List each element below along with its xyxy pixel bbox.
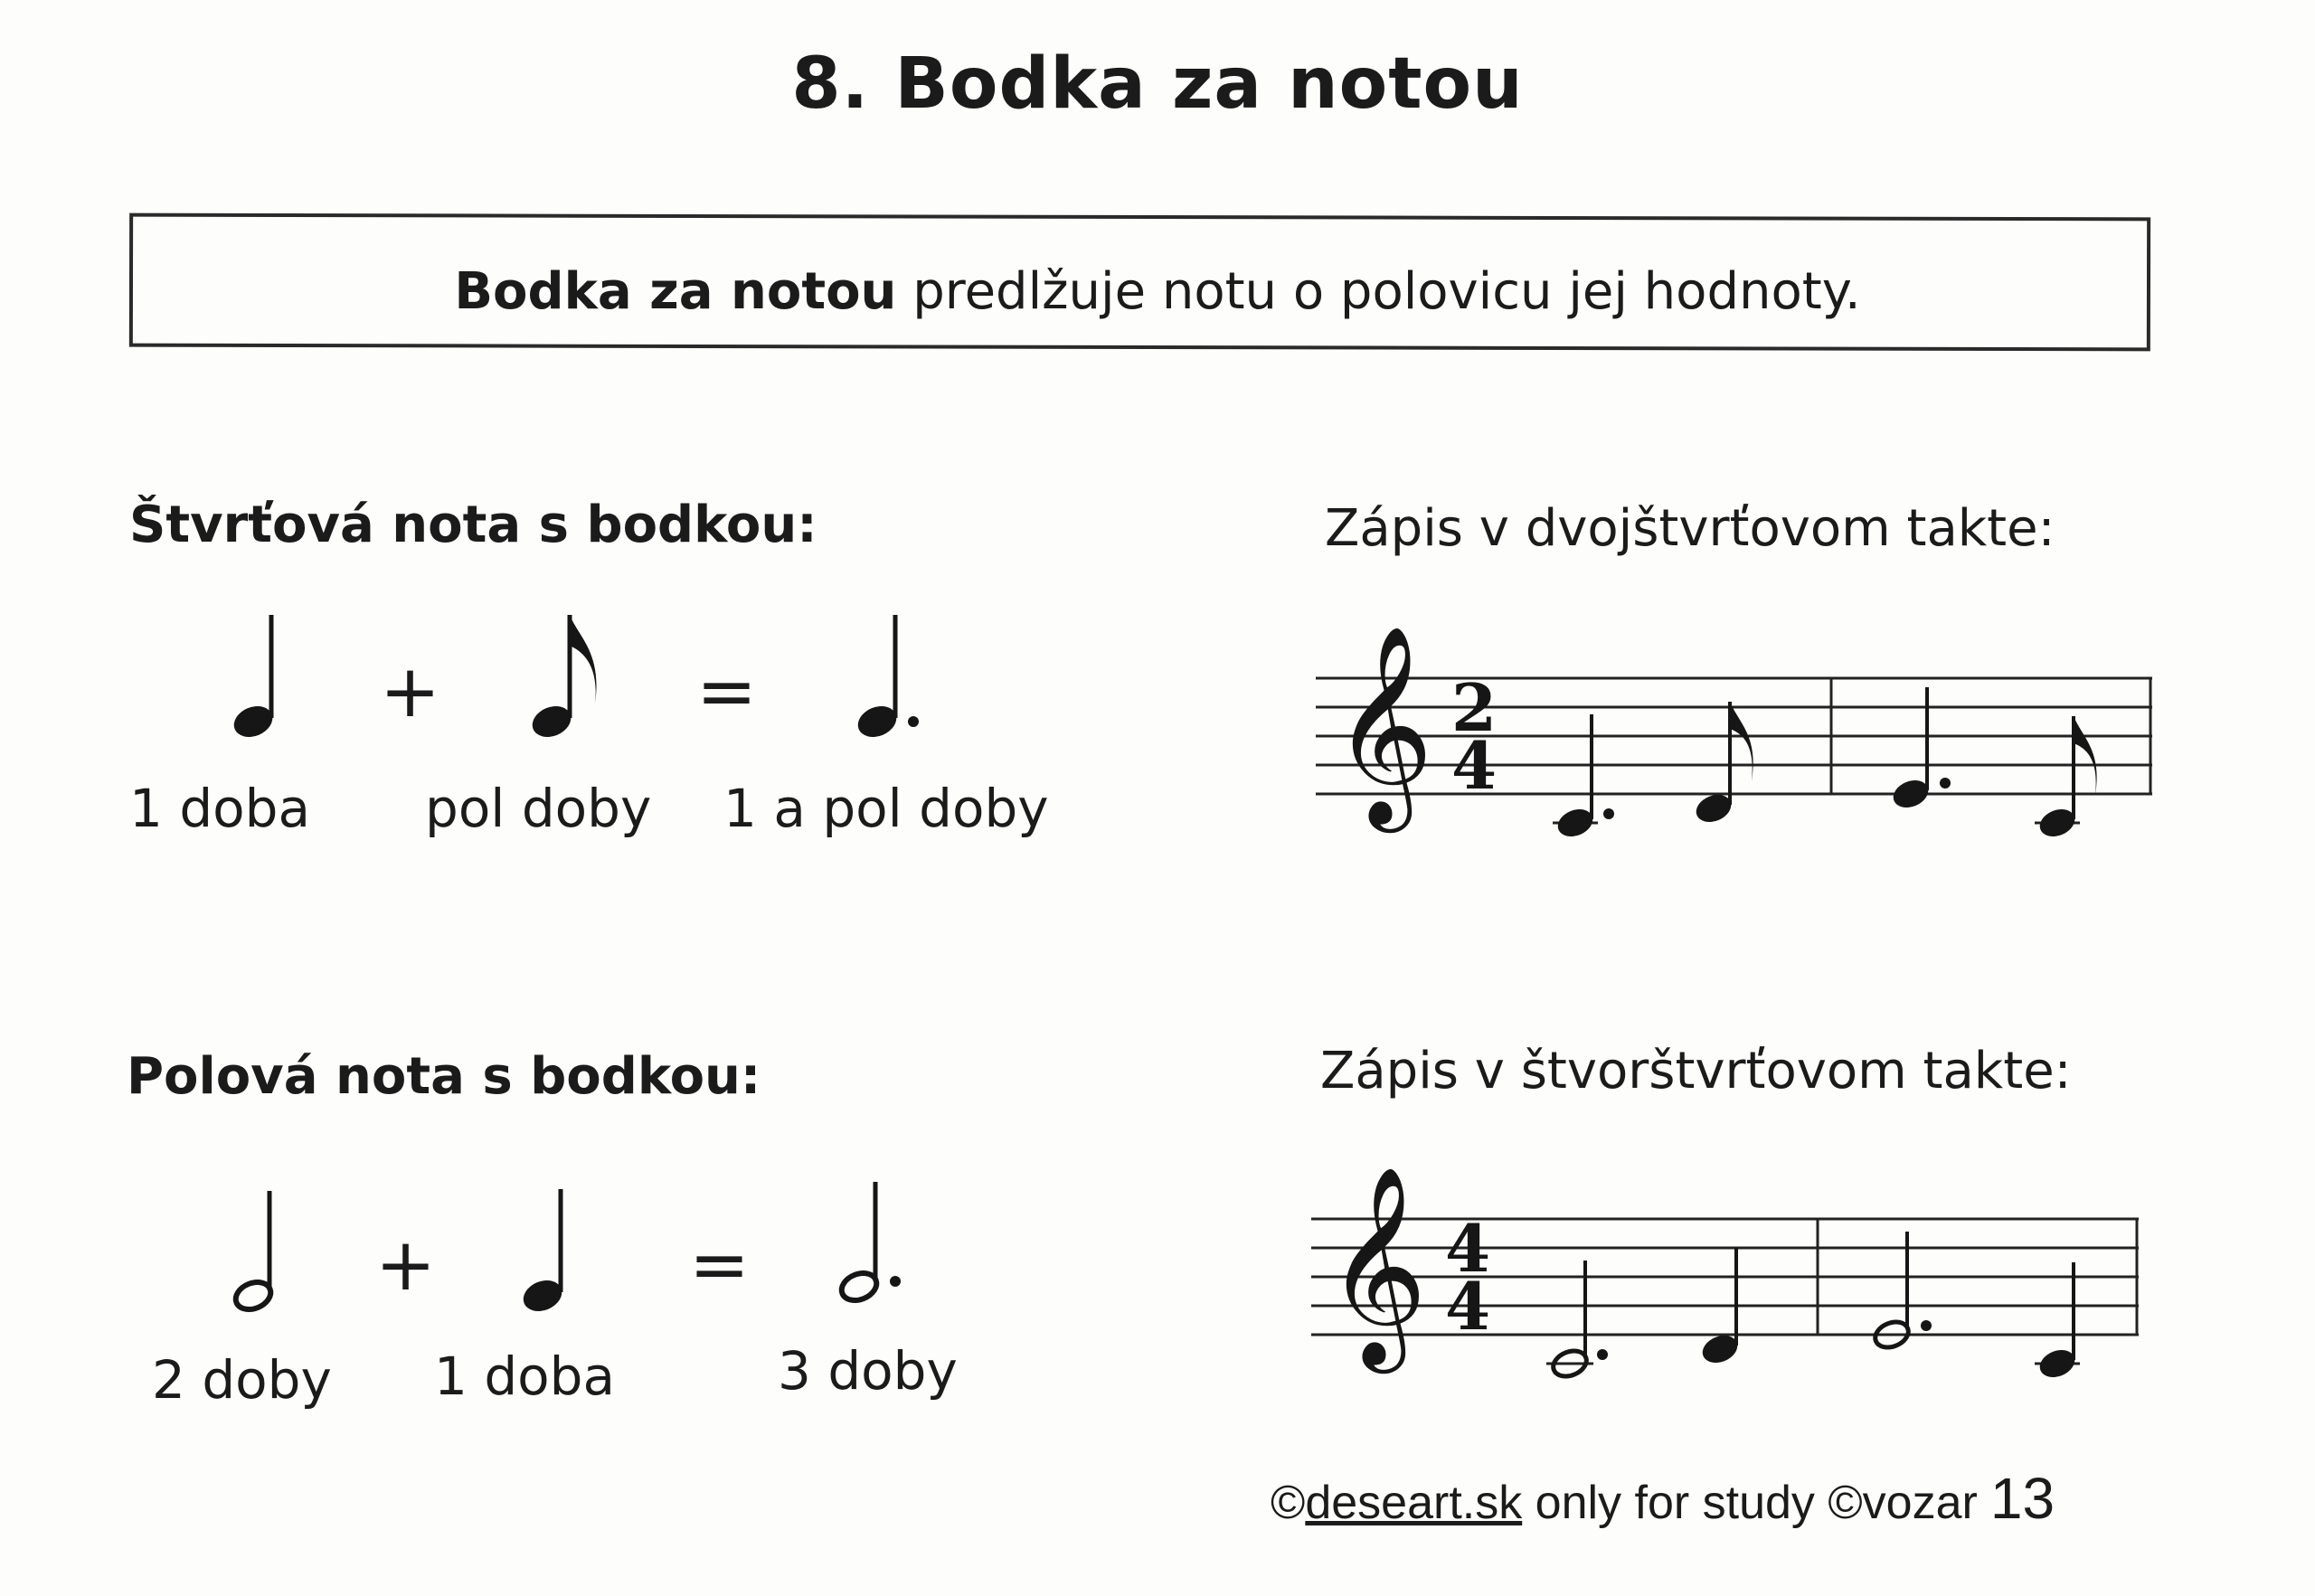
label-half: 2 doby <box>152 1349 332 1411</box>
label-quarter: 1 doba <box>434 1346 615 1407</box>
time-signature-bottom: 4 <box>1445 1268 1491 1345</box>
time-signature-bottom: 4 <box>1451 727 1498 804</box>
staff-note <box>1553 714 1614 841</box>
equals-sign: = <box>689 1223 751 1307</box>
staff-note <box>1698 1248 1742 1367</box>
rule-rest: predlžuje notu o polovicu jej hodnoty. <box>896 262 1861 321</box>
staff-note <box>2035 1262 2080 1382</box>
staff-four-four <box>1311 1165 2152 1393</box>
section2-staff-caption: Zápis v štvorštvrťovom takte: <box>1320 1042 2072 1100</box>
equals-sign: = <box>696 649 758 733</box>
time-signature-top: 2 <box>1451 669 1498 746</box>
footer-credit <box>1271 1465 2055 1532</box>
label-quarter: 1 doba <box>129 778 310 839</box>
plus-sign: + <box>375 1223 437 1307</box>
section1-heading: Štvrťová nota s bodkou: <box>129 496 817 554</box>
label-dotted-quarter: 1 a pol doby <box>723 778 1049 839</box>
treble-clef-icon: 𝄞 <box>1332 624 1434 824</box>
staff-two-four <box>1316 624 2157 850</box>
page-title: 8. Bodka za notou <box>791 43 1524 125</box>
eighth-note-icon <box>515 606 615 751</box>
footer-rest: only for study ©vozar <box>1522 1477 1978 1529</box>
dotted-half-note-icon <box>823 1171 931 1316</box>
rule-statement <box>0 262 2315 321</box>
label-eighth: pol doby <box>425 778 652 839</box>
dotted-quarter-note-icon <box>841 606 950 751</box>
staff-note <box>1546 1261 1608 1381</box>
rule-bold-term: Bodka za notou <box>454 262 897 321</box>
copyright-symbol: © <box>1271 1477 1306 1529</box>
quarter-note-icon <box>217 606 298 751</box>
section1-staff-caption: Zápis v dvojštvrťovom takte: <box>1325 499 2055 558</box>
treble-clef-icon: 𝄞 <box>1326 1165 1428 1365</box>
section2-heading: Polová nota s bodkou: <box>127 1047 761 1106</box>
time-signature-top: 4 <box>1445 1210 1491 1287</box>
quarter-note-icon <box>506 1180 588 1325</box>
site-link[interactable]: deseart.sk <box>1305 1477 1523 1529</box>
page-number: 13 <box>1989 1466 2055 1531</box>
half-note-icon <box>217 1180 298 1325</box>
label-dotted-half: 3 doby <box>778 1340 958 1402</box>
plus-sign: + <box>380 649 441 733</box>
